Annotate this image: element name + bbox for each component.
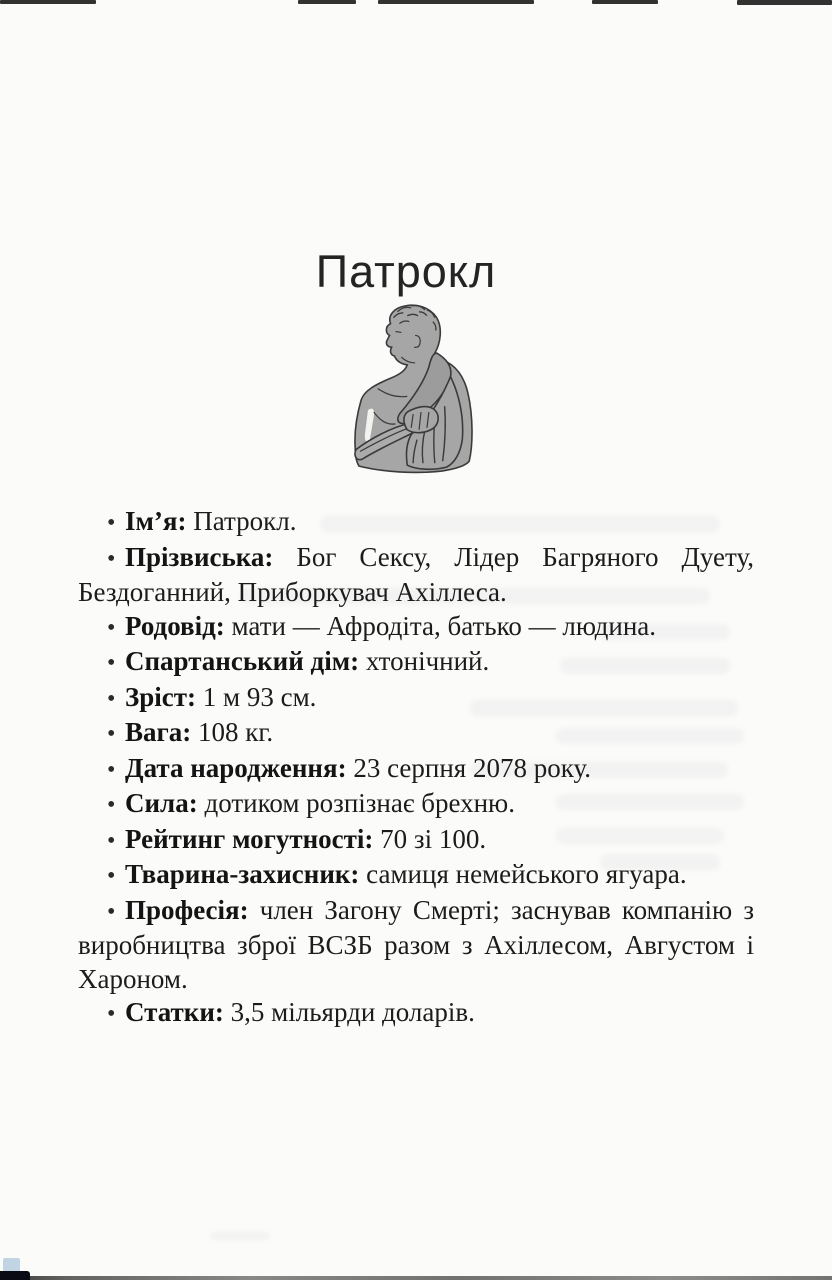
profile-item-label: Ім’я: — [125, 506, 187, 536]
bullet-icon: • — [107, 863, 116, 889]
profile-item-value: 70 зі 100. — [380, 823, 487, 854]
profile-item — [78, 541, 754, 610]
bullet-icon: • — [107, 510, 116, 536]
profile-item — [78, 996, 754, 1032]
profile-item-value: мати — Афродіта, батько — людина. — [231, 610, 657, 641]
profile-item-label: Рейтинг могутності: — [125, 823, 374, 854]
profile-item-value: Бог Сексу, Лідер Багряного Дуету, Бездоганний, Приборкувач Ахіллеса. — [78, 541, 754, 607]
bullet-icon: • — [107, 1001, 116, 1027]
bullet-icon: • — [107, 650, 116, 676]
profile-item-label: Статки: — [125, 997, 224, 1027]
profile-item-value: 108 кг. — [198, 717, 274, 747]
profile-item-label: Родовід: — [125, 610, 225, 641]
profile-list — [78, 505, 754, 1032]
profile-item — [78, 858, 754, 894]
profile-item — [78, 823, 754, 859]
bullet-icon: • — [107, 898, 116, 925]
statue-hand — [404, 407, 438, 433]
page-title: Патрокл — [315, 246, 497, 297]
bullet-icon: • — [107, 685, 116, 712]
profile-item-value: 23 серпня 2078 року. — [353, 752, 591, 783]
profile-item — [78, 752, 754, 788]
bullet-icon: • — [107, 792, 116, 818]
profile-item-label: Дата народження: — [125, 752, 347, 783]
profile-item — [78, 716, 754, 752]
scan-edge-bottom — [0, 1276, 832, 1280]
profile-item-label: Професія: — [125, 894, 249, 925]
scan-corner-blue — [3, 1258, 20, 1272]
bullet-icon: • — [107, 721, 116, 747]
profile-item — [78, 894, 754, 997]
profile-item-value: дотиком розпізнає брехню. — [204, 788, 515, 818]
bullet-icon: • — [107, 756, 116, 783]
scan-corner-black — [0, 1271, 30, 1280]
profile-item — [78, 505, 754, 541]
profile-item — [78, 681, 754, 717]
profile-item-label: Прізвиська: — [125, 541, 274, 572]
profile-item — [78, 610, 754, 646]
bullet-icon: • — [107, 614, 116, 641]
profile-item-label: Зріст: — [125, 681, 197, 712]
profile-item-label: Сила: — [125, 788, 198, 818]
profile-item-label: Вага: — [125, 717, 192, 747]
statue-illustration — [348, 302, 496, 474]
profile-item-value: самиця немейського ягуара. — [366, 859, 687, 889]
profile-item — [78, 787, 754, 823]
profile-item-value: 1 м 93 см. — [202, 681, 317, 712]
bullet-icon: • — [107, 827, 116, 854]
profile-item-label: Тварина-захисник: — [125, 859, 360, 889]
profile-item-value: Патрокл. — [193, 506, 297, 536]
bullet-icon: • — [107, 545, 116, 572]
profile-item-value: 3,5 мільярди доларів. — [230, 997, 475, 1027]
profile-item-value: хтонічний. — [365, 646, 490, 676]
profile-item-label: Спартанський дім: — [125, 646, 360, 676]
profile-item — [78, 645, 754, 681]
profile-item-value: член Загону Смерті; заснував компанію з виробництва зброї ВСЗБ разом з Ахіллесом, Августом і Хароном. — [78, 894, 755, 994]
